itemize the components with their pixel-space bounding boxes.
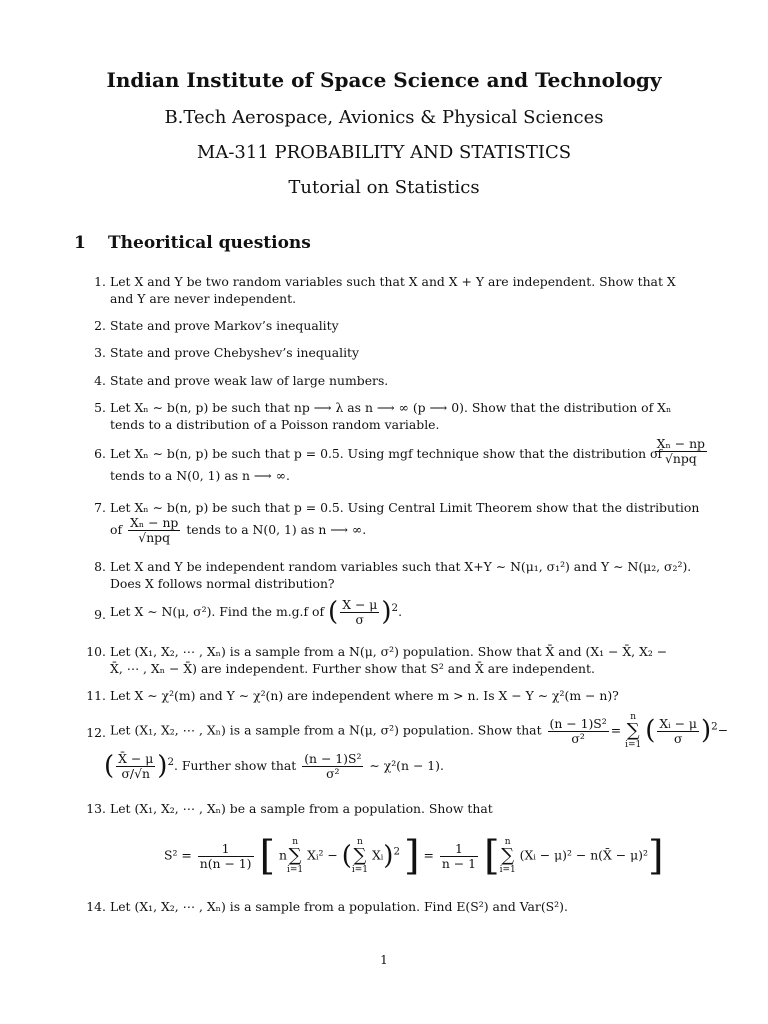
question-text: Let (X₁, X₂, ⋯ , Xₙ) is a sample from a N(μ, σ²) population. Show that X̄ and (X₁ − X̄, X₂ −	[110, 644, 668, 659]
equation-lhs: S² =	[164, 847, 192, 863]
fraction-numerator: (n − 1)S²	[304, 751, 362, 766]
question-number: 2.	[94, 318, 106, 333]
sum-upper: n	[292, 837, 298, 847]
right-paren: )	[157, 751, 168, 781]
section-title: Theoritical questions	[108, 233, 311, 253]
summation-symbol: n ∑ i=1	[287, 837, 304, 875]
question-13	[84, 800, 709, 817]
equation-term: Xᵢ	[371, 847, 384, 863]
right-bracket: ]	[647, 833, 664, 879]
question-12-cont: ( $\frac{X̄ - \mu}{\sigma/√n}$ )$^2$. Further show that $\frac{\text{(n − 1)S²}}{\text{σ²}}$ ∼ χ²(n − 1).	[104, 751, 444, 781]
question-number: 9.	[94, 607, 106, 622]
question-number: 3.	[94, 345, 106, 360]
fraction-denominator: √npq	[138, 530, 171, 545]
question-text: Let X ∼ χ²(m) and Y ∼ χ²(n) are independent where m > n. Is X − Y ∼ χ²(m − n)?	[110, 688, 619, 703]
question-number: 12.	[86, 725, 106, 740]
question-7	[84, 499, 709, 545]
question-number: 6.	[94, 446, 106, 461]
fraction-numerator: X − μ	[342, 597, 378, 612]
equals-sign: =	[423, 847, 434, 863]
question-text: Let X and Y be independent random variables such that X+Y ∼ N(μ₁, σ₁²) and Y ∼ N(μ₂, σ₂²).	[110, 559, 692, 574]
sum-upper: n	[504, 837, 511, 847]
question-text: State and prove Chebyshev’s inequality	[110, 345, 360, 360]
question-number: 13.	[86, 801, 106, 816]
sum-lower: i=1	[499, 865, 516, 875]
question-number: 10.	[86, 644, 106, 659]
question-text: Let X and Y be two random variables such that X and X + Y are independent. Show that X	[110, 274, 676, 289]
question-5	[84, 399, 709, 433]
question-text: Let Xₙ ∼ b(n, p) be such that p = 0.5. Using Central Limit Theorem show that the distribution	[110, 500, 700, 515]
sum-upper: n	[357, 837, 363, 847]
question-14	[84, 898, 709, 915]
question-text: Let (X₁, X₂, ⋯ , Xₙ) be a sample from a population. Show that	[110, 801, 493, 816]
fraction	[440, 842, 478, 871]
question-text-cont: tends to a distribution of a Poisson random variable.	[110, 417, 440, 432]
question-8	[84, 558, 709, 592]
fraction-denominator: σ²	[326, 766, 340, 781]
question-text-cont: Does X follows normal distribution?	[110, 576, 335, 591]
fraction-denominator: σ/√n	[121, 766, 150, 781]
right-paren: )	[701, 715, 712, 746]
fraction-numerator: Xᵢ − μ	[659, 715, 697, 731]
right-paren: )	[383, 841, 394, 871]
fraction-denominator: σ	[673, 730, 683, 746]
question-2	[84, 317, 709, 334]
question-number: 5.	[94, 400, 106, 415]
fraction	[302, 752, 363, 781]
question-text-end: .	[398, 604, 403, 619]
page-number: 1	[380, 953, 388, 967]
question-number: 7.	[94, 500, 106, 515]
question-text: Let Xₙ ∼ b(n, p) be such that np ⟶ λ as n ⟶ ∞ (p ⟶ 0). Show that the distribution of Xₙ	[110, 400, 672, 415]
fraction-denominator: σ	[355, 612, 364, 627]
summation-symbol: n ∑ i=1	[351, 837, 368, 875]
question-text-cont: tends to a N(0, 1) as n ⟶ ∞.	[186, 522, 367, 537]
question-text-cont: . Further show that	[174, 758, 297, 773]
question-text-cont: tends to a N(0, 1) as n ⟶ ∞.	[110, 468, 290, 483]
fraction	[116, 752, 155, 781]
left-paren: (	[104, 751, 115, 781]
section-heading	[74, 233, 311, 253]
question-text: Let Xₙ ∼ b(n, p) be such that p = 0.5. Using mgf technique show that the distribution of	[110, 446, 663, 461]
left-bracket: [	[483, 833, 500, 879]
fraction	[128, 516, 180, 545]
fraction	[548, 717, 609, 746]
question-text: Let X ∼ N(μ, σ²). Find the m.g.f of	[110, 604, 325, 619]
sum-lower: i=1	[287, 865, 304, 875]
fraction-numerator: 1	[440, 842, 478, 857]
fraction-denominator: n(n − 1)	[199, 855, 252, 871]
question-number: 1.	[94, 274, 106, 289]
question-number: 4.	[94, 373, 106, 388]
question-12: 12. Let (X₁, X₂, ⋯ , Xₙ) is a sample from a N(μ, σ²) population. Show that $\frac{\text{(n − 1)S²}}{\text{σ²}}$ = n ∑ i=1 ( $\frac{\text{Xᵢ − μ}}{\sigma}$ )$^2$−	[84, 712, 709, 750]
fraction-numerator: Xₙ − np	[656, 436, 705, 451]
course-title: MA-311 PROBABILITY AND STATISTICS	[196, 142, 572, 163]
question-6	[84, 437, 709, 484]
question-text-cont: X̄, ⋯ , Xₙ − X̄) are independent. Further show that S² and X̄ are independent.	[110, 661, 595, 676]
question-1	[84, 273, 709, 307]
fraction	[655, 437, 707, 466]
fraction-denominator: n − 1	[441, 855, 476, 871]
fraction-denominator: σ²	[571, 730, 585, 746]
fraction	[657, 717, 699, 746]
question-10	[84, 643, 709, 677]
left-paren: (	[328, 597, 339, 627]
summation-symbol: n ∑ i=1	[625, 712, 642, 750]
institute-title: Indian Institute of Space Science and Technology	[106, 68, 662, 92]
question-text-end: ∼ χ²(n − 1).	[369, 758, 444, 773]
question-number: 14.	[86, 899, 106, 914]
left-paren: (	[341, 841, 352, 871]
section-number: 1	[74, 233, 86, 253]
tutorial-title: Tutorial on Statistics	[288, 177, 480, 198]
fraction	[198, 842, 254, 871]
fraction-numerator: Xₙ − np	[130, 515, 179, 530]
question-text: Let (X₁, X₂, ⋯ , Xₙ) is a sample from a N(μ, σ²) population. Show that	[110, 722, 542, 738]
question-9: 9. Let X ∼ N(μ, σ²). Find the m.g.f of ( $\frac{X - \mu}{\sigma}$ )$^2$.	[84, 598, 709, 627]
fraction-denominator: √npq	[664, 451, 697, 466]
question-number: 8.	[94, 559, 106, 574]
display-equation: S² = $\frac{1}{n(n - 1)}$ [ nn ∑ i=1 Xᵢ² − ( n ∑ i=1 Xᵢ)$^2$ ] = $\frac{1}{n - 1}$ [ n ∑ i=1 (Xᵢ − μ)² − n(X̄ − μ)²]	[164, 833, 664, 879]
question-text: State and prove weak law of large numbers.	[110, 373, 389, 388]
question-4	[84, 372, 709, 389]
sum-lower: i=1	[351, 865, 368, 875]
left-paren: (	[645, 715, 656, 746]
question-text: Let (X₁, X₂, ⋯ , Xₙ) is a sample from a population. Find E(S²) and Var(S²).	[110, 899, 568, 914]
left-bracket: [	[259, 833, 276, 879]
program-subtitle: B.Tech Aerospace, Avionics & Physical Sciences	[164, 107, 604, 128]
question-text-of: of	[110, 522, 123, 537]
fraction	[340, 598, 379, 627]
question-11	[84, 687, 709, 704]
summation-symbol: n ∑ i=1	[499, 837, 516, 875]
question-text-cont: and Y are never independent.	[110, 291, 297, 306]
equation-term: (Xᵢ − μ)² − n(X̄ − μ)²	[519, 847, 648, 863]
fraction-numerator: X̄ − μ	[118, 751, 154, 766]
question-number: 11.	[86, 688, 106, 703]
right-paren: )	[381, 597, 392, 627]
question-text: State and prove Markov’s inequality	[110, 318, 339, 333]
fraction-numerator: (n − 1)S²	[549, 715, 607, 731]
fraction-numerator: 1	[198, 842, 254, 857]
equation-term: Xᵢ² −	[307, 847, 338, 863]
right-bracket: ]	[403, 833, 420, 879]
question-3	[84, 344, 709, 361]
equation-term: n	[279, 847, 288, 863]
